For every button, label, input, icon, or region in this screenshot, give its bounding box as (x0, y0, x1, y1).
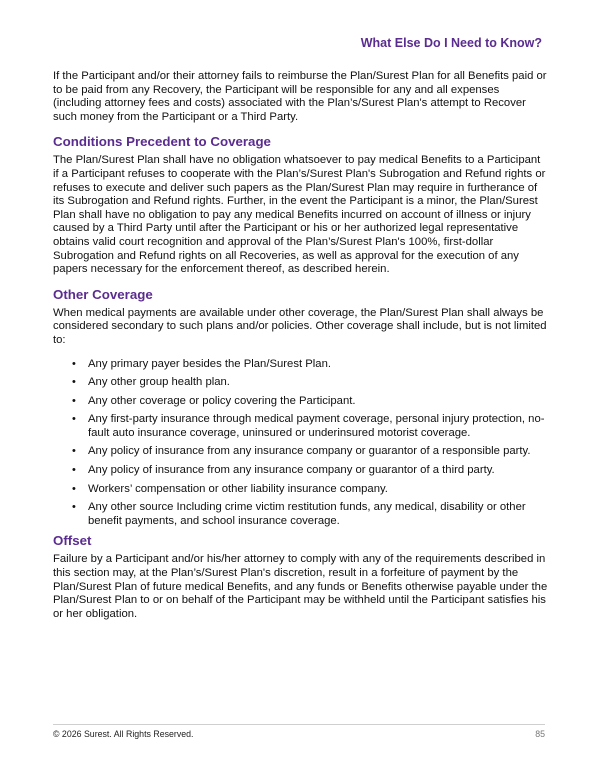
heading-offset: Offset (53, 533, 92, 549)
bullet-icon: • (72, 376, 76, 389)
list-item: • Any primary payer besides the Plan/Surest Plan. (72, 357, 332, 370)
bullet-icon: • (72, 394, 76, 407)
heading-other-coverage: Other Coverage (53, 286, 153, 302)
list-item: • Any first-party insurance through medical payment coverage, personal injury protection, no-fault auto insurance coverage, uninsured or underinsured motorist coverage. (72, 413, 545, 439)
intro-paragraph: If the Participant and/or their attorney fails to reimburse the Plan/Surest Plan for all Benefits paid or to be paid from any Recovery, the Participant will be responsible for any and all expenses (including attorney fees and costs) associated with the Plan’s/Surest Plan's attempt to Recover such money from the Participant or a Third Party. (53, 70, 547, 123)
bullet-icon: • (72, 501, 76, 514)
other-coverage-paragraph: When medical payments are available under other coverage, the Plan/Surest Plan shall always be considered secondary to such plans and/or policies. Other coverage shall include, but is not limited to: (53, 306, 547, 346)
list-item: • Any policy of insurance from any insurance company or guarantor of a responsible party. (72, 445, 531, 458)
list-item: • Any other source Including crime victim restitution funds, any medical, disability or other benefit payments, and school insurance coverage. (72, 501, 526, 527)
bullet-icon: • (72, 413, 76, 426)
list-item: • Any policy of insurance from any insurance company or guarantor of a third party. (72, 464, 495, 477)
list-item: • Any other coverage or policy covering the Participant. (72, 394, 356, 407)
page-footer (53, 724, 545, 739)
offset-paragraph: Failure by a Participant and/or his/her attorney to comply with any of the requirements described in this section may, at the Plan’s/Surest Plan's discretion, result in a forfeiture of payment by the Plan/Surest Plan of future medical Benefits, and any funds or Benefits otherwise payable under the Plan/Surest Plan to or on behalf of the Participant may be withheld until the Participant satisfies his or her obligation. (53, 553, 548, 620)
other-coverage-list (53, 358, 549, 529)
heading-conditions-precedent: Conditions Precedent to Coverage (53, 134, 271, 150)
running-header-title: What Else Do I Need to Know? (360, 36, 542, 50)
conditions-paragraph: The Plan/Surest Plan shall have no obligation whatsoever to pay medical Benefits to a Participant if a Participant refuses to cooperate with the Plan’s/Surest Plan's Subrogation and Refund rights or refuses to execute and deliver such papers as the Plan/Surest Plan may require in furtherance of its Subrogation and Refund rights. Further, in the event the Participant is a minor, the Plan/Surest Plan shall have no obligation to pay any medical Benefits incurred on account of illness or injury caused by a Third Party until after the Participant or his or her authorized legal representative obtains valid court recognition and approval of the Plan’s/Surest Plan's 100%, first-dollar Subrogation and Refund rights on all Recoveries, as well as approval for the execution of any papers necessary for the enforcement thereof, as described herein. (53, 154, 546, 276)
bullet-icon: • (72, 357, 76, 370)
bullet-icon: • (72, 464, 76, 477)
bullet-icon: • (72, 445, 76, 458)
list-item: • Any other group health plan. (72, 376, 230, 389)
footer-copyright: © 2026 Surest. All Rights Reserved. (53, 729, 194, 739)
list-item: • Workers’ compensation or other liability insurance company. (72, 482, 388, 495)
page-content (53, 70, 549, 621)
page-number: 85 (535, 729, 545, 739)
bullet-icon: • (72, 482, 76, 495)
